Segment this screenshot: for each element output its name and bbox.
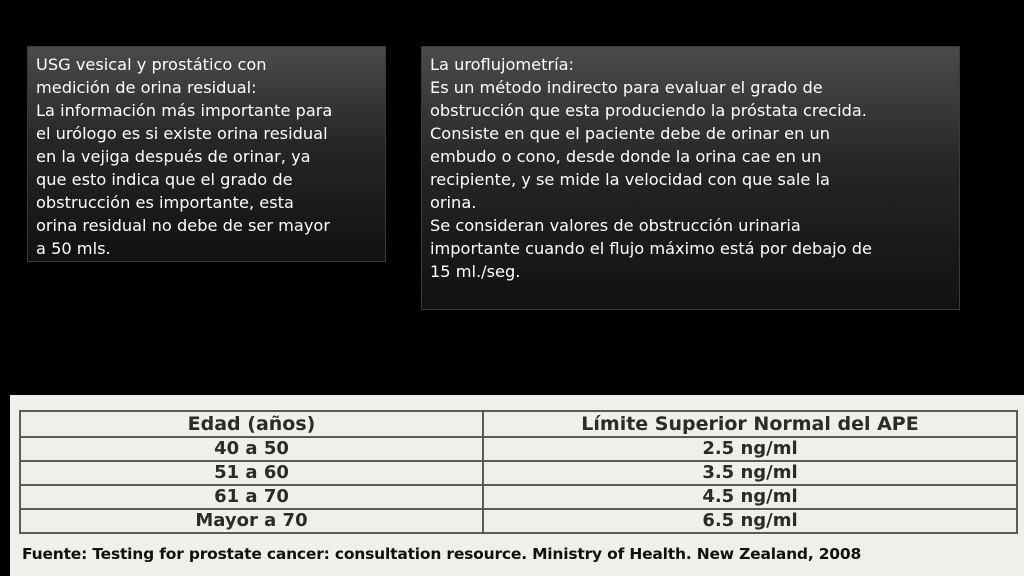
header-limit: Límite Superior Normal del APE	[483, 411, 1017, 437]
table-row	[20, 437, 1017, 461]
cell-age: 40 a 50	[20, 437, 483, 461]
uro-line: La uroflujometría:	[430, 55, 575, 74]
cell-limit: 3.5 ng/ml	[483, 461, 1017, 485]
usg-line: orina residual no debe de ser mayor	[36, 216, 330, 235]
usg-line: obstrucción es importante, esta	[36, 193, 294, 212]
table-source-caption: Fuente: Testing for prostate cancer: consultation resource. Ministry of Health. New Zealand, 2008	[22, 545, 862, 563]
table-row	[20, 509, 1017, 533]
usg-line: el urólogo es si existe orina residual	[36, 124, 328, 143]
uro-line: importante cuando el flujo máximo está por debajo de	[430, 239, 872, 258]
uro-line: recipiente, y se mide la velocidad con que sale la	[430, 170, 830, 189]
uro-line: obstrucción que esta produciendo la próstata crecida.	[430, 101, 867, 120]
cell-age: 51 a 60	[20, 461, 483, 485]
uro-line: 15 ml./seg.	[430, 262, 521, 281]
psa-table-panel	[10, 395, 1024, 576]
usg-line: USG vesical y prostático con	[36, 55, 267, 74]
usg-line: que esto indica que el grado de	[36, 170, 293, 189]
table-row	[20, 485, 1017, 509]
header-age: Edad (años)	[20, 411, 483, 437]
uro-line: orina.	[430, 193, 477, 212]
uro-line: Es un método indirecto para evaluar el grado de	[430, 78, 823, 97]
cell-limit: 4.5 ng/ml	[483, 485, 1017, 509]
cell-limit: 2.5 ng/ml	[483, 437, 1017, 461]
usg-text-box	[27, 46, 386, 262]
cell-limit: 6.5 ng/ml	[483, 509, 1017, 533]
cell-age: 61 a 70	[20, 485, 483, 509]
psa-table	[19, 410, 1018, 534]
cell-age: Mayor a 70	[20, 509, 483, 533]
uro-line: Consiste en que el paciente debe de orinar en un	[430, 124, 831, 143]
usg-line: en la vejiga después de orinar, ya	[36, 147, 311, 166]
table-header-row	[20, 411, 1017, 437]
usg-line: a 50 mls.	[36, 239, 111, 258]
uroflujometria-text-box	[421, 46, 960, 310]
uro-line: Se consideran valores de obstrucción urinaria	[430, 216, 801, 235]
usg-line: medición de orina residual:	[36, 78, 257, 97]
usg-line: La información más importante para	[36, 101, 333, 120]
uro-line: embudo o cono, desde donde la orina cae en un	[430, 147, 822, 166]
table-row	[20, 461, 1017, 485]
